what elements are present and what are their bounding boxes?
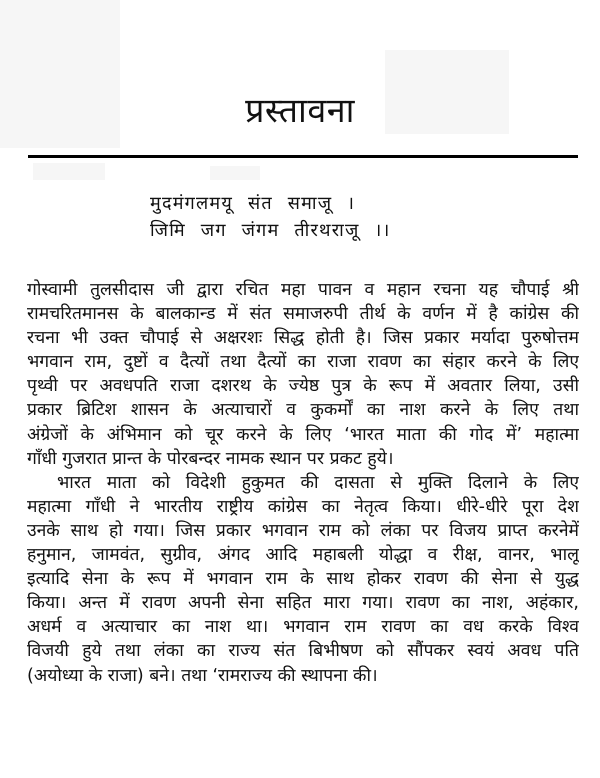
body-text: [27, 278, 579, 688]
text-line: भगवान राम, दुष्टों व दैत्यों तथा दैत्यों का राजा रावण का संहार करने के लिए: [27, 352, 579, 373]
text-line: प्रकार ब्रिटिश शासन के अत्याचारों व कुकर्मों का नाश करने के लिए तथा: [27, 400, 579, 421]
paragraph-1: [27, 278, 579, 471]
text-line: रामचरितमानस के बालकान्ड में संत समाजरुपी तीर्थ के वर्णन में है कांग्रेस की: [27, 304, 579, 325]
text-line: उनके साथ हो गया। जिस प्रकार भगवान राम को लंका पर विजय प्राप्त करनेमें: [27, 520, 579, 541]
text-line: (अयोध्या के राजा) बने। तथा ‘रामराज्य की स्थापना की।: [27, 665, 378, 686]
text-line: इत्यादि सेना के रूप में भगवान राम के साथ होकर रावण की सेना से युद्ध: [27, 569, 579, 590]
page-title: प्रस्तावना: [245, 91, 355, 131]
text-line: गोस्वामी तुलसीदास जी द्वारा रचित महा पावन व महान रचना यह चौपाई श्री: [27, 280, 579, 300]
text-line: गाँधी गुजरात प्रान्त के पोरबन्दर नामक स्थान पर प्रकट हुये।: [27, 448, 394, 469]
scan-artifact-under-rule-mid: [210, 166, 260, 180]
title-rule: [28, 155, 578, 158]
verse-block: [150, 190, 390, 244]
verse-line: मुदमंगलमयू संत समाजू ।: [150, 193, 356, 214]
text-line: अधर्म व अत्याचार का नाश था। भगवान राम रावण का वध करके विश्व: [27, 617, 579, 638]
text-line: अंग्रेजों के अंभिमान को चूर करने के लिए ‘भारत माता की गोद में’ महात्मा: [27, 424, 579, 445]
paragraph-2: [27, 471, 579, 688]
verse-line: जिमि जग जंगम तीरथराजू ।।: [150, 220, 391, 241]
text-line: पृथ्वी पर अवधपति राजा दशरथ के ज्येष्ठ पुत्र के रूप में अवतार लिया, उसी: [27, 376, 579, 397]
text-line: हनुमान, जामवंत, सुग्रीव, अंगद आदि महाबली योद्धा व रीक्ष, वानर, भालू: [27, 545, 579, 566]
text-line: विजयी हुये तथा लंका का राज्य संत बिभीषण को सौंपकर स्वयं अवध पति: [27, 641, 579, 662]
text-line: महात्मा गाँधी ने भारतीय राष्ट्रीय कांग्रेस का नेतृत्व किया। धीरे-धीरे पूरा देश: [27, 496, 579, 517]
text-line: रचना भी उक्त चौपाई से अक्षरशः सिद्ध होती है। जिस प्रकार मर्यादा पुरुषोत्तम: [27, 328, 579, 349]
scan-artifact-under-rule-left: [33, 163, 105, 180]
text-line: भारत माता को विदेशी हुकुमत की दासता से मुक्ति दिलाने के लिए: [57, 472, 579, 493]
text-line: किया। अन्त में रावण अपनी सेना सहित मारा गया। रावण का नाश, अहंकार,: [27, 593, 579, 614]
